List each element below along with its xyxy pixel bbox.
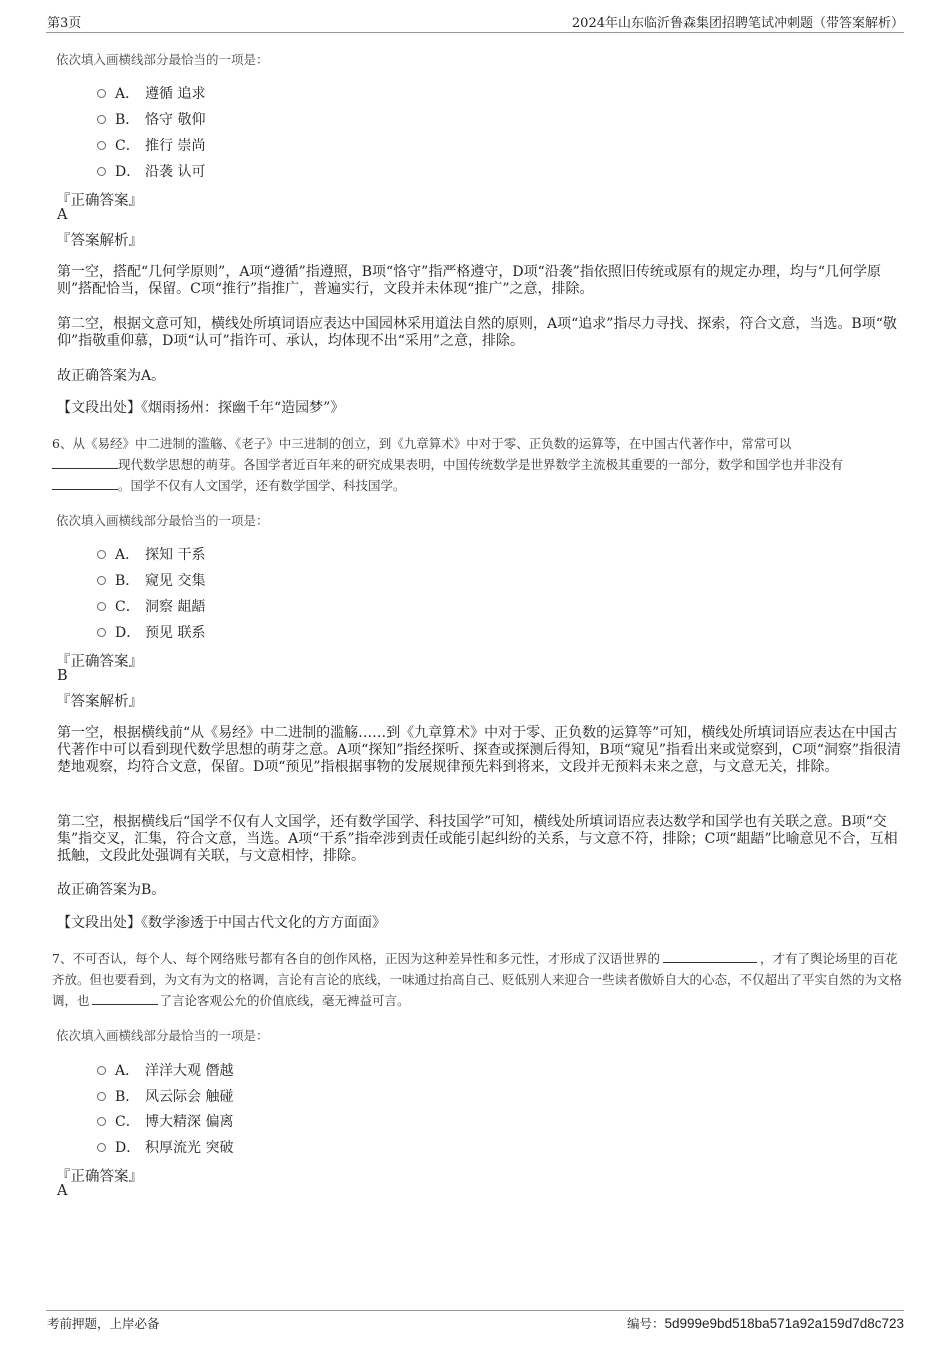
q6-text-2: 现代数学思想的萌芽。各国学者近百年来的研究成果表明，中国传统数学是世界数学主流极其重要的一部分，数学和国学也并非没有 xyxy=(118,457,844,472)
option-letter: D． xyxy=(115,625,141,641)
option-text: 推行 崇尚 xyxy=(145,138,206,154)
option-letter: C． xyxy=(115,1114,140,1130)
radio-icon[interactable] xyxy=(97,628,106,637)
radio-icon[interactable] xyxy=(97,576,106,585)
document-code xyxy=(627,1314,904,1332)
q6-analysis-paragraph-2: 第二空，根据横线后“国学不仅有人文国学，还有数学国学、科技国学”可知，横线处所填词语应表达数学和国学也有关联之意。B项“交集”指交叉，汇集，符合文意，当选。A项“干系”指牵涉到责任或能引起纠纷的关系，与文意不符，排除；C项“龃龉”比喻意见不合，互相抵触，文段此处强调有关联，与文意相悖，排除。 xyxy=(57,814,898,864)
q7-blank-2 xyxy=(92,991,158,1005)
q7-answer: A xyxy=(57,1183,68,1199)
q6-prompt: 依次填入画横线部分最恰当的一项是： xyxy=(56,513,269,528)
option-text: 窥见 交集 xyxy=(145,573,206,589)
option-letter: A． xyxy=(115,1063,140,1079)
q7-text-2: ，才有了舆论场里的百花齐放。但也要看到，为文有为文的格调，言论有言论的底线，一味通过抬高自己、贬低别人来迎合一些读者傲娇自大的心态，不仅超出了平实自然的为文格调，也 xyxy=(52,951,903,1008)
q5-answer: A xyxy=(57,207,68,223)
q7-prompt: 依次填入画横线部分最恰当的一项是： xyxy=(56,1028,269,1043)
q5-analysis-label: 『答案解析』 xyxy=(56,233,143,249)
q6-source: 【文段出处】《数学渗透于中国古代文化的方方面面》 xyxy=(57,915,386,931)
radio-icon[interactable] xyxy=(97,115,106,124)
q5-source: 【文段出处】《烟雨扬州：探幽千年“造园梦”》 xyxy=(57,400,345,416)
q7-question xyxy=(52,948,902,1011)
option-letter: C． xyxy=(115,138,140,154)
option-text: 沿袭 认可 xyxy=(145,164,206,180)
option-letter: A． xyxy=(115,86,140,102)
radio-icon[interactable] xyxy=(97,89,106,98)
option-text: 博大精深 偏离 xyxy=(145,1114,234,1130)
q5-analysis-paragraph-2: 第二空，根据文意可知，横线处所填词语应表达中国园林采用道法自然的原则，A项“追求”指尽力寻找、探索，符合文意，当选。B项“敬仰”指敬重仰慕，D项“认可”指许可、承认，均体现不出“采用”之意，排除。 xyxy=(57,316,897,349)
radio-icon[interactable] xyxy=(97,167,106,176)
document-code-value: 5d999e9bd518ba571a92a159d7d8c723 xyxy=(664,1316,904,1331)
radio-icon[interactable] xyxy=(97,602,106,611)
page-number: 第3页 xyxy=(47,16,82,31)
option-text: 风云际会 触碰 xyxy=(145,1089,234,1105)
document-title: 2024年山东临沂鲁森集团招聘笔试冲刺题（带答案解析） xyxy=(571,16,904,31)
q5-analysis-paragraph-1: 第一空，搭配“几何学原则”，A项“遵循”指遵照，B项“恪守”指严格遵守，D项“沿袭”指依照旧传统或原有的规定办理，均与“几何学原则”搭配恰当，保留。C项“推行”指推广，普遍实行，文段并未体现“推广”之意，排除。 xyxy=(57,264,882,297)
footer-tagline: 考前押题，上岸必备 xyxy=(47,1316,160,1331)
option-letter: A． xyxy=(115,547,140,563)
option-letter: C． xyxy=(115,599,140,615)
radio-icon[interactable] xyxy=(97,141,106,150)
footer-divider xyxy=(46,1310,904,1311)
q6-answer: B xyxy=(57,668,68,684)
option-text: 探知 干系 xyxy=(145,547,206,563)
radio-icon[interactable] xyxy=(97,1143,106,1152)
q7-text-1: 7、不可否认，每个人、每个网络账号都有各自的创作风格，正因为这种差异性和多元性，才形成了汉语世界的 xyxy=(52,951,660,966)
radio-icon[interactable] xyxy=(97,550,106,559)
header-divider xyxy=(46,32,904,33)
option-letter: D． xyxy=(115,164,141,180)
radio-icon[interactable] xyxy=(97,1092,106,1101)
option-text: 洞察 龃龉 xyxy=(145,599,206,615)
q5-conclusion: 故正确答案为A。 xyxy=(57,368,166,384)
option-letter: D． xyxy=(115,1140,141,1156)
q7-answer-label: 『正确答案』 xyxy=(56,1169,143,1185)
option-letter: B． xyxy=(115,112,140,128)
q6-text-3: 。国学不仅有人文国学，还有数学国学、科技国学。 xyxy=(118,478,406,493)
q6-question xyxy=(52,433,902,496)
option-letter: B． xyxy=(115,1089,140,1105)
q5-answer-label: 『正确答案』 xyxy=(56,193,143,209)
q5-prompt: 依次填入画横线部分最恰当的一项是： xyxy=(56,52,269,67)
q7-text-3: 了言论客观公允的价值底线，毫无裨益可言。 xyxy=(159,993,410,1008)
q6-analysis-label: 『答案解析』 xyxy=(56,694,143,710)
document-code-label: 编号： xyxy=(626,1316,665,1331)
option-text: 遵循 追求 xyxy=(145,86,206,102)
option-text: 恪守 敬仰 xyxy=(145,112,206,128)
q6-blank-2 xyxy=(52,476,118,490)
q6-conclusion: 故正确答案为B。 xyxy=(57,882,166,898)
q6-text-1: 6、从《易经》中二进制的滥觞、《老子》中三进制的创立，到《九章算术》中对于零、正负数的运算等，在中国古代著作中，常常可以 xyxy=(52,436,792,451)
radio-icon[interactable] xyxy=(97,1066,106,1075)
q6-answer-label: 『正确答案』 xyxy=(56,654,143,670)
option-text: 积厚流光 突破 xyxy=(145,1140,234,1156)
q7-blank-1 xyxy=(663,949,757,963)
q6-analysis-paragraph-1: 第一空，根据横线前“从《易经》中二进制的滥觞……到《九章算术》中对于零、正负数的运算等”可知，横线处所填词语应表达在中国古代著作中可以看到现代数学思想的萌芽之意。A项“探知”指经探听、探查或探测后得知，B项“窥见”指看出来或觉察到，C项“洞察”指很清楚地观察，均符合文意，保留。D项“预见”指根据事物的发展规律预先料到将来，文段并无预料未来之意，与文意无关，排除。 xyxy=(57,725,902,775)
q6-blank-1 xyxy=(52,455,118,469)
option-letter: B． xyxy=(115,573,140,589)
option-text: 预见 联系 xyxy=(145,625,206,641)
option-text: 洋洋大观 僭越 xyxy=(145,1063,234,1079)
radio-icon[interactable] xyxy=(97,1117,106,1126)
